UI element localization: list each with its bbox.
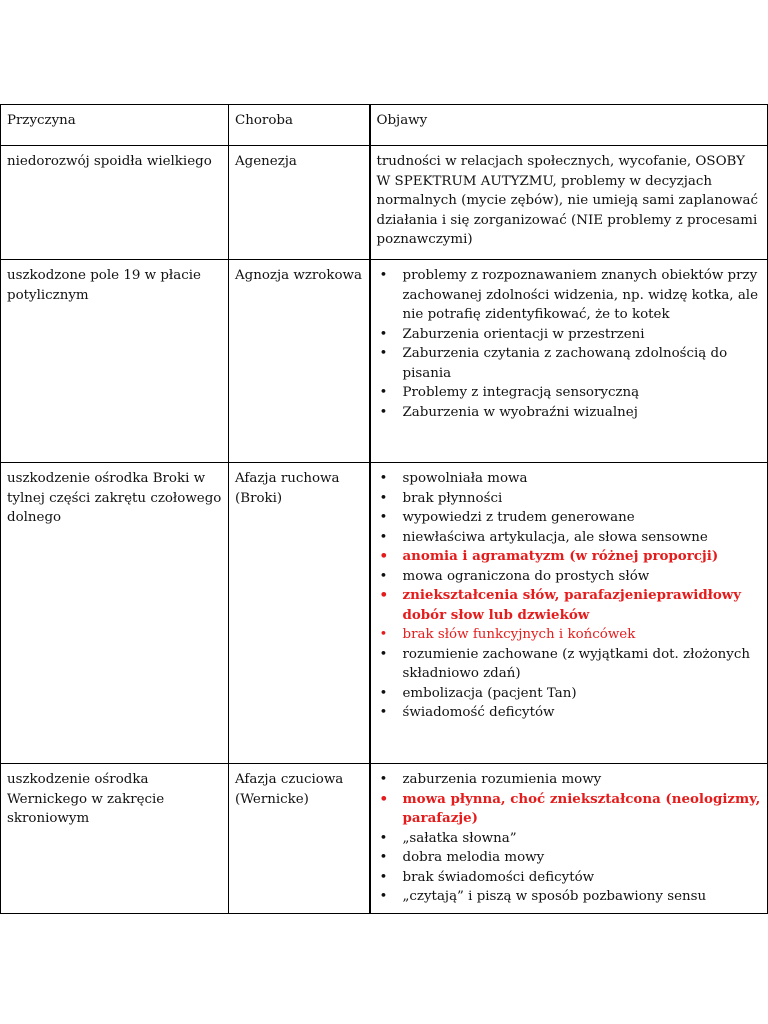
list-item: • Problemy z integracją sensoryczną bbox=[403, 383, 762, 403]
list-item: • „sałatka słowna” bbox=[403, 829, 762, 849]
disease-cell: Afazja ruchowa (Broki) bbox=[229, 463, 370, 764]
list-item: • niewłaściwa artykulacja, ale słowa sensowne bbox=[403, 528, 762, 548]
symptoms-cell bbox=[370, 764, 768, 914]
symptoms-list bbox=[377, 266, 762, 422]
list-item: • spowolniała mowa bbox=[403, 469, 762, 489]
header-symptoms: Objawy bbox=[370, 105, 768, 146]
list-item: • dobra melodia mowy bbox=[403, 848, 762, 868]
symptoms-cell bbox=[370, 463, 768, 764]
table-row bbox=[1, 260, 768, 463]
cause-cell: uszkodzenie ośrodka Wernickego w zakręcie skroniowym bbox=[1, 764, 229, 914]
disease-cell: Agenezja bbox=[229, 146, 370, 260]
list-item: • problemy z rozpoznawaniem znanych obiektów przy zachowanej zdolności widzenia, np. widzę kotka, ale nie potrafię zidentyfikować, że to kotek bbox=[403, 266, 762, 325]
table-row bbox=[1, 764, 768, 914]
cause-cell: niedorozwój spoidła wielkiego bbox=[1, 146, 229, 260]
list-item: • wypowiedzi z trudem generowane bbox=[403, 508, 762, 528]
table-header-row bbox=[1, 105, 768, 146]
list-item: • brak świadomości deficytów bbox=[403, 868, 762, 888]
list-item: • „czytają” i piszą w sposób pozbawiony sensu bbox=[403, 887, 762, 907]
list-item: • świadomość deficytów bbox=[403, 703, 762, 723]
header-cause: Przyczyna bbox=[1, 105, 229, 146]
table-row bbox=[1, 146, 768, 260]
disease-cell: Afazja czuciowa (Wernicke) bbox=[229, 764, 370, 914]
symptoms-table bbox=[0, 104, 768, 914]
list-item: • zaburzenia rozumienia mowy bbox=[403, 770, 762, 790]
symptoms-list bbox=[377, 770, 762, 907]
list-item: • mowa ograniczona do prostych słów bbox=[403, 567, 762, 587]
list-item-highlighted: • brak słów funkcyjnych i końcówek bbox=[403, 625, 762, 645]
list-item: • Zaburzenia orientacji w przestrzeni bbox=[403, 325, 762, 345]
table-row bbox=[1, 463, 768, 764]
list-item: • brak płynności bbox=[403, 489, 762, 509]
list-item-highlighted: • zniekształcenia słów, parafazjenieprawidłowy dobór słow lub dzwieków bbox=[403, 586, 762, 625]
list-item: • embolizacja (pacjent Tan) bbox=[403, 684, 762, 704]
disease-cell: Agnozja wzrokowa bbox=[229, 260, 370, 463]
list-item: • Zaburzenia w wyobraźni wizualnej bbox=[403, 403, 762, 423]
list-item: • Zaburzenia czytania z zachowaną zdolnością do pisania bbox=[403, 344, 762, 383]
list-item: • rozumienie zachowane (z wyjątkami dot. złożonych składniowo zdań) bbox=[403, 645, 762, 684]
symptoms-cell bbox=[370, 146, 768, 260]
cause-cell: uszkodzone pole 19 w płacie potylicznym bbox=[1, 260, 229, 463]
cause-cell: uszkodzenie ośrodka Broki w tylnej części zakrętu czołowego dolnego bbox=[1, 463, 229, 764]
symptoms-list bbox=[377, 469, 762, 723]
list-item-highlighted: • mowa płynna, choć zniekształcona (neologizmy, parafazje) bbox=[403, 790, 762, 829]
list-item-highlighted: • anomia i agramatyzm (w różnej proporcji) bbox=[403, 547, 762, 567]
header-disease: Choroba bbox=[229, 105, 370, 146]
symptoms-cell bbox=[370, 260, 768, 463]
symptoms-text: trudności w relacjach społecznych, wycofanie, OSOBY W SPEKTRUM AUTYZMU, problemy w decyzjach normalnych (mycie zębów), nie umieją sami zaplanować działania i się zorganizować (NIE problemy z procesami poznawczymi) bbox=[376, 154, 758, 247]
